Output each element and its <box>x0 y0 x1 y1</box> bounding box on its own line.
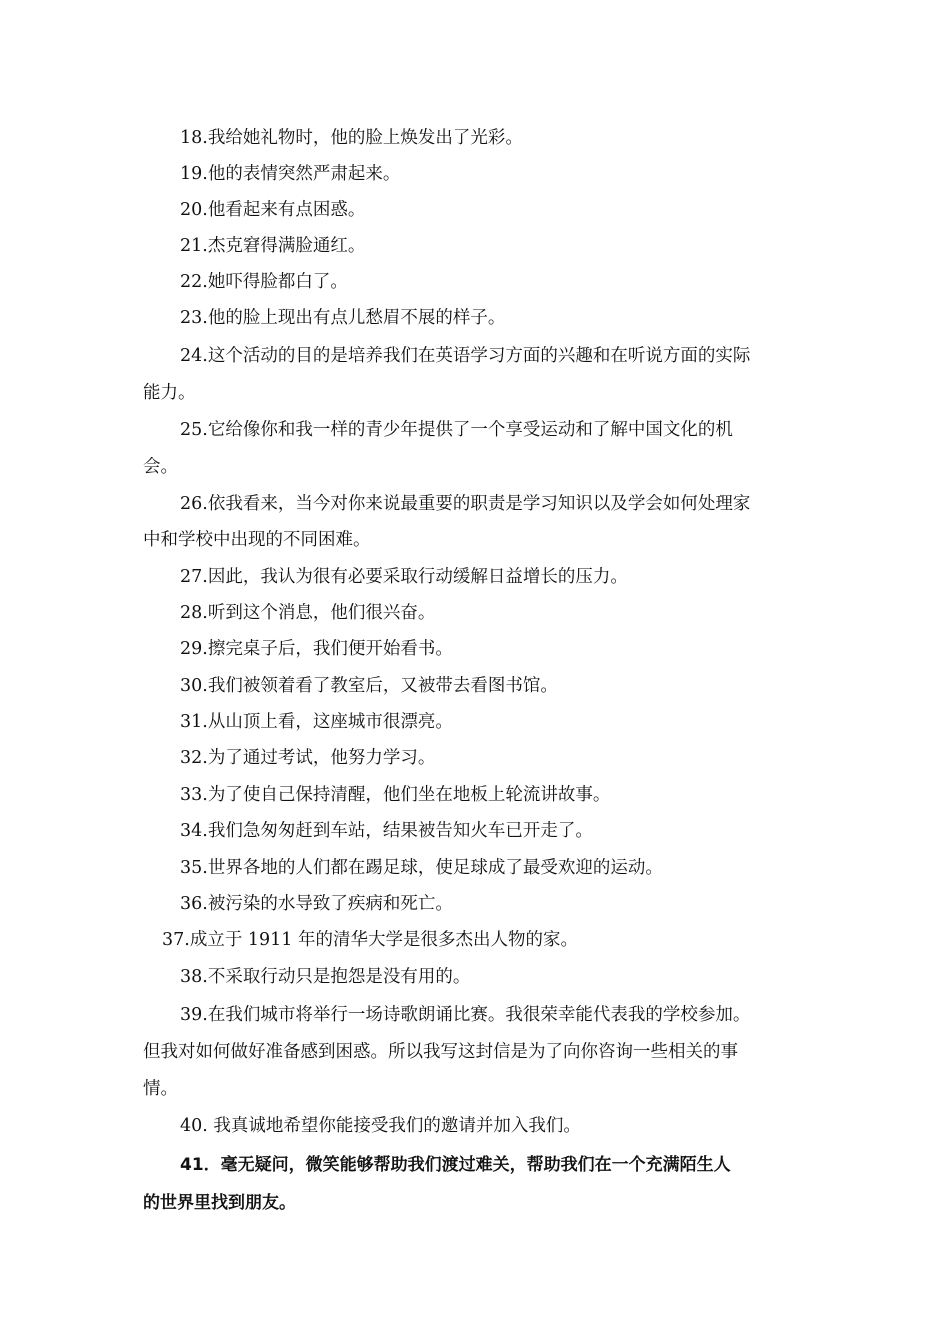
sentence-39-line-3: 情。 <box>143 1079 178 1099</box>
sentence-38: 38.不采取行动只是抱怨是没有用的。 <box>180 967 471 987</box>
sentence-21: 21.杰克窘得满脸通红。 <box>180 236 366 256</box>
sentence-23: 23.他的脸上现出有点儿愁眉不展的样子。 <box>180 308 506 328</box>
sentence-30: 30.我们被领着看了教室后，又被带去看图书馆。 <box>180 676 558 696</box>
sentence-19: 19.他的表情突然严肃起来。 <box>180 164 401 184</box>
sentence-24-line-2: 能力。 <box>143 383 196 403</box>
sentence-26-line-2: 中和学校中出现的不同困难。 <box>143 530 371 550</box>
sentence-35: 35.世界各地的人们都在踢足球，使足球成了最受欢迎的运动。 <box>180 858 663 878</box>
sentence-29: 29.擦完桌子后，我们便开始看书。 <box>180 639 453 659</box>
sentence-25-line-2: 会。 <box>143 457 178 477</box>
sentence-39-line-2: 但我对如何做好准备感到困惑。所以我写这封信是为了向你咨询一些相关的事 <box>143 1042 738 1062</box>
sentence-24-line-1: 24.这个活动的目的是培养我们在英语学习方面的兴趣和在听说方面的实际 <box>180 346 751 366</box>
sentence-32: 32.为了通过考试，他努力学习。 <box>180 748 436 768</box>
sentence-40: 40. 我真诚地希望你能接受我们的邀请并加入我们。 <box>180 1116 581 1136</box>
sentence-20: 20.他看起来有点困惑。 <box>180 200 366 220</box>
sentence-26-line-1: 26.依我看来，当今对你来说最重要的职责是学习知识以及学会如何处理家 <box>180 494 751 514</box>
sentence-33: 33.为了使自己保持清醒，他们坐在地板上轮流讲故事。 <box>180 785 611 805</box>
sentence-36: 36.被污染的水导致了疾病和死亡。 <box>180 894 453 914</box>
sentence-41-line-2: 的世界里找到朋友。 <box>143 1193 296 1213</box>
sentence-27: 27.因此，我认为很有必要采取行动缓解日益增长的压力。 <box>180 567 628 587</box>
sentence-22: 22.她吓得脸都白了。 <box>180 272 348 292</box>
sentence-31: 31.从山顶上看，这座城市很漂亮。 <box>180 712 453 732</box>
sentence-34: 34.我们急匆匆赶到车站，结果被告知火车已开走了。 <box>180 821 593 841</box>
sentence-37: 37.成立于 1911 年的清华大学是很多杰出人物的家。 <box>162 930 578 950</box>
sentence-41-line-1: 41．毫无疑问，微笑能够帮助我们渡过难关，帮助我们在一个充满陌生人 <box>180 1155 731 1175</box>
sentence-25-line-1: 25.它给像你和我一样的青少年提供了一个享受运动和了解中国文化的机 <box>180 420 733 440</box>
sentence-28: 28.听到这个消息，他们很兴奋。 <box>180 603 436 623</box>
sentence-39-line-1: 39.在我们城市将举行一场诗歌朗诵比赛。我很荣幸能代表我的学校参加。 <box>180 1005 751 1025</box>
sentence-18: 18.我给她礼物时，他的脸上焕发出了光彩。 <box>180 128 523 148</box>
